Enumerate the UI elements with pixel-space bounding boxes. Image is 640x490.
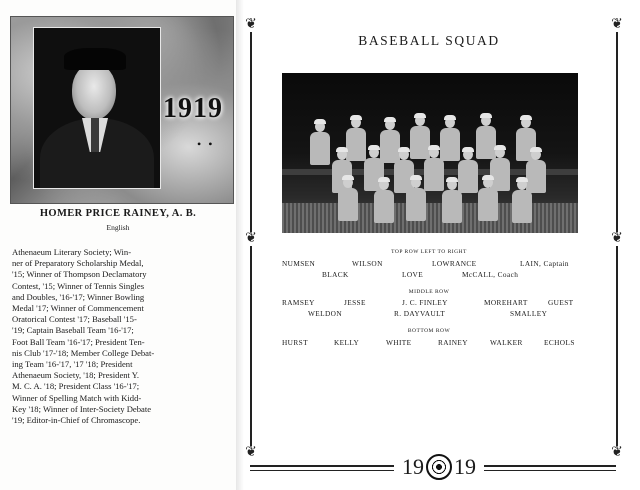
player-name: RAINEY	[438, 338, 468, 347]
player-name: SMALLEY	[510, 309, 548, 318]
bio-line: and Doubles, '16-'17; Winner Bowling	[12, 291, 145, 302]
bio-line: nis Club '17-'18; Member College Debat-	[12, 347, 155, 358]
player-figure	[374, 179, 394, 223]
bottom-row-heading: BOTTOM ROW	[407, 328, 451, 334]
bio-line: ner of Preparatory Scholarship Medal,	[12, 258, 144, 269]
player-name: LAIN, Captain	[520, 259, 569, 268]
player-name: MOREHART	[484, 298, 528, 307]
bio-line: '15; Winner of Thompson Declamatory	[12, 269, 147, 280]
border-rule	[250, 32, 252, 232]
player-figure	[512, 179, 532, 223]
team-photo-grass	[282, 203, 578, 233]
student-biography	[12, 247, 224, 426]
player-figure	[406, 177, 426, 221]
bio-line: Contest, '15; Winner of Tennis Singles	[12, 280, 145, 291]
scroll-ornament-icon: ❦	[611, 231, 623, 246]
bio-line: M. C. A. '18; President Class '16-'17;	[12, 381, 140, 392]
player-name: J. C. FINLEY	[402, 298, 448, 307]
portrait-frame	[10, 16, 234, 204]
scroll-ornament-icon: ❦	[245, 231, 257, 246]
page-title: BASEBALL SQUAD	[358, 33, 500, 48]
player-name: McCALL, Coach	[462, 270, 519, 279]
bio-line: Key '18; Winner of Inter-Society Debate	[12, 403, 152, 414]
left-page	[0, 0, 238, 490]
bio-line: '19; Captain Baseball Team '16-'17;	[12, 325, 134, 336]
scroll-ornament-icon: ❦	[245, 17, 257, 32]
bio-line: Athenaeum Literary Society; Win-	[12, 247, 132, 257]
right-border-ornament	[610, 18, 624, 478]
player-name: NUMSEN	[282, 259, 316, 268]
portrait-cap	[64, 48, 126, 70]
player-name: LOWRANCE	[432, 259, 477, 268]
seal-icon	[426, 454, 452, 480]
player-name: WHITE	[386, 338, 412, 347]
book-gutter	[236, 0, 244, 490]
footer-year-right: 19	[454, 454, 476, 479]
player-name: HURST	[282, 338, 308, 347]
player-name: BLACK	[322, 270, 349, 279]
player-name: RAMSEY	[282, 298, 315, 307]
border-rule	[616, 246, 618, 446]
player-name: KELLY	[334, 338, 360, 347]
middle-row-heading: MIDDLE ROW	[408, 289, 450, 295]
scroll-ornament-icon: ❦	[611, 17, 623, 32]
scroll-ornament-icon: ❦	[245, 445, 257, 460]
player-name: JESSE	[344, 298, 366, 307]
footer-year-left: 19	[402, 454, 424, 479]
border-rule	[616, 32, 618, 232]
year-badge-ornament: • •	[197, 137, 215, 151]
player-name: LOVE	[402, 270, 424, 279]
team-photo	[282, 73, 578, 233]
bio-line: Medal '17; Winner of Commencement	[12, 303, 144, 314]
player-name: WILSON	[352, 259, 383, 268]
portrait-face	[72, 64, 116, 120]
bio-line: ing Team '16-'17, '17 '18; President	[12, 359, 133, 370]
player-name: R. DAYVAULT	[394, 309, 446, 318]
bio-line: Oratorical Contest '17; Baseball '15-	[12, 314, 137, 325]
bio-line: Winner of Spelling Match with Kidd-	[12, 392, 142, 403]
player-name: ECHOLS	[544, 338, 575, 347]
player-name: WALKER	[490, 338, 523, 347]
student-hometown: English	[106, 223, 130, 232]
border-rule	[250, 246, 252, 446]
player-figure	[442, 179, 462, 223]
player-figure	[338, 177, 358, 221]
scroll-ornament-icon: ❦	[611, 445, 623, 460]
bio-line: Athenaeum Society, '18; President Y.	[12, 370, 140, 381]
bio-line: Foot Ball Team '16-'17; President Ten-	[12, 336, 145, 347]
player-name: GUEST	[548, 298, 574, 307]
year-badge: 1919	[163, 93, 223, 124]
bio-line: '19; Editor-in-Chief of Chromascope.	[12, 415, 141, 426]
player-name: WELDON	[308, 309, 343, 318]
right-page	[244, 0, 640, 490]
player-figure	[478, 177, 498, 221]
top-row-heading: TOP ROW LEFT TO RIGHT	[391, 249, 467, 255]
student-name: HOMER PRICE RAINEY, A. B.	[39, 208, 197, 219]
portrait-photo	[33, 27, 161, 189]
player-figure	[424, 147, 444, 191]
player-figure	[310, 121, 330, 165]
page-footer-year	[394, 452, 484, 482]
left-border-ornament	[244, 18, 258, 478]
